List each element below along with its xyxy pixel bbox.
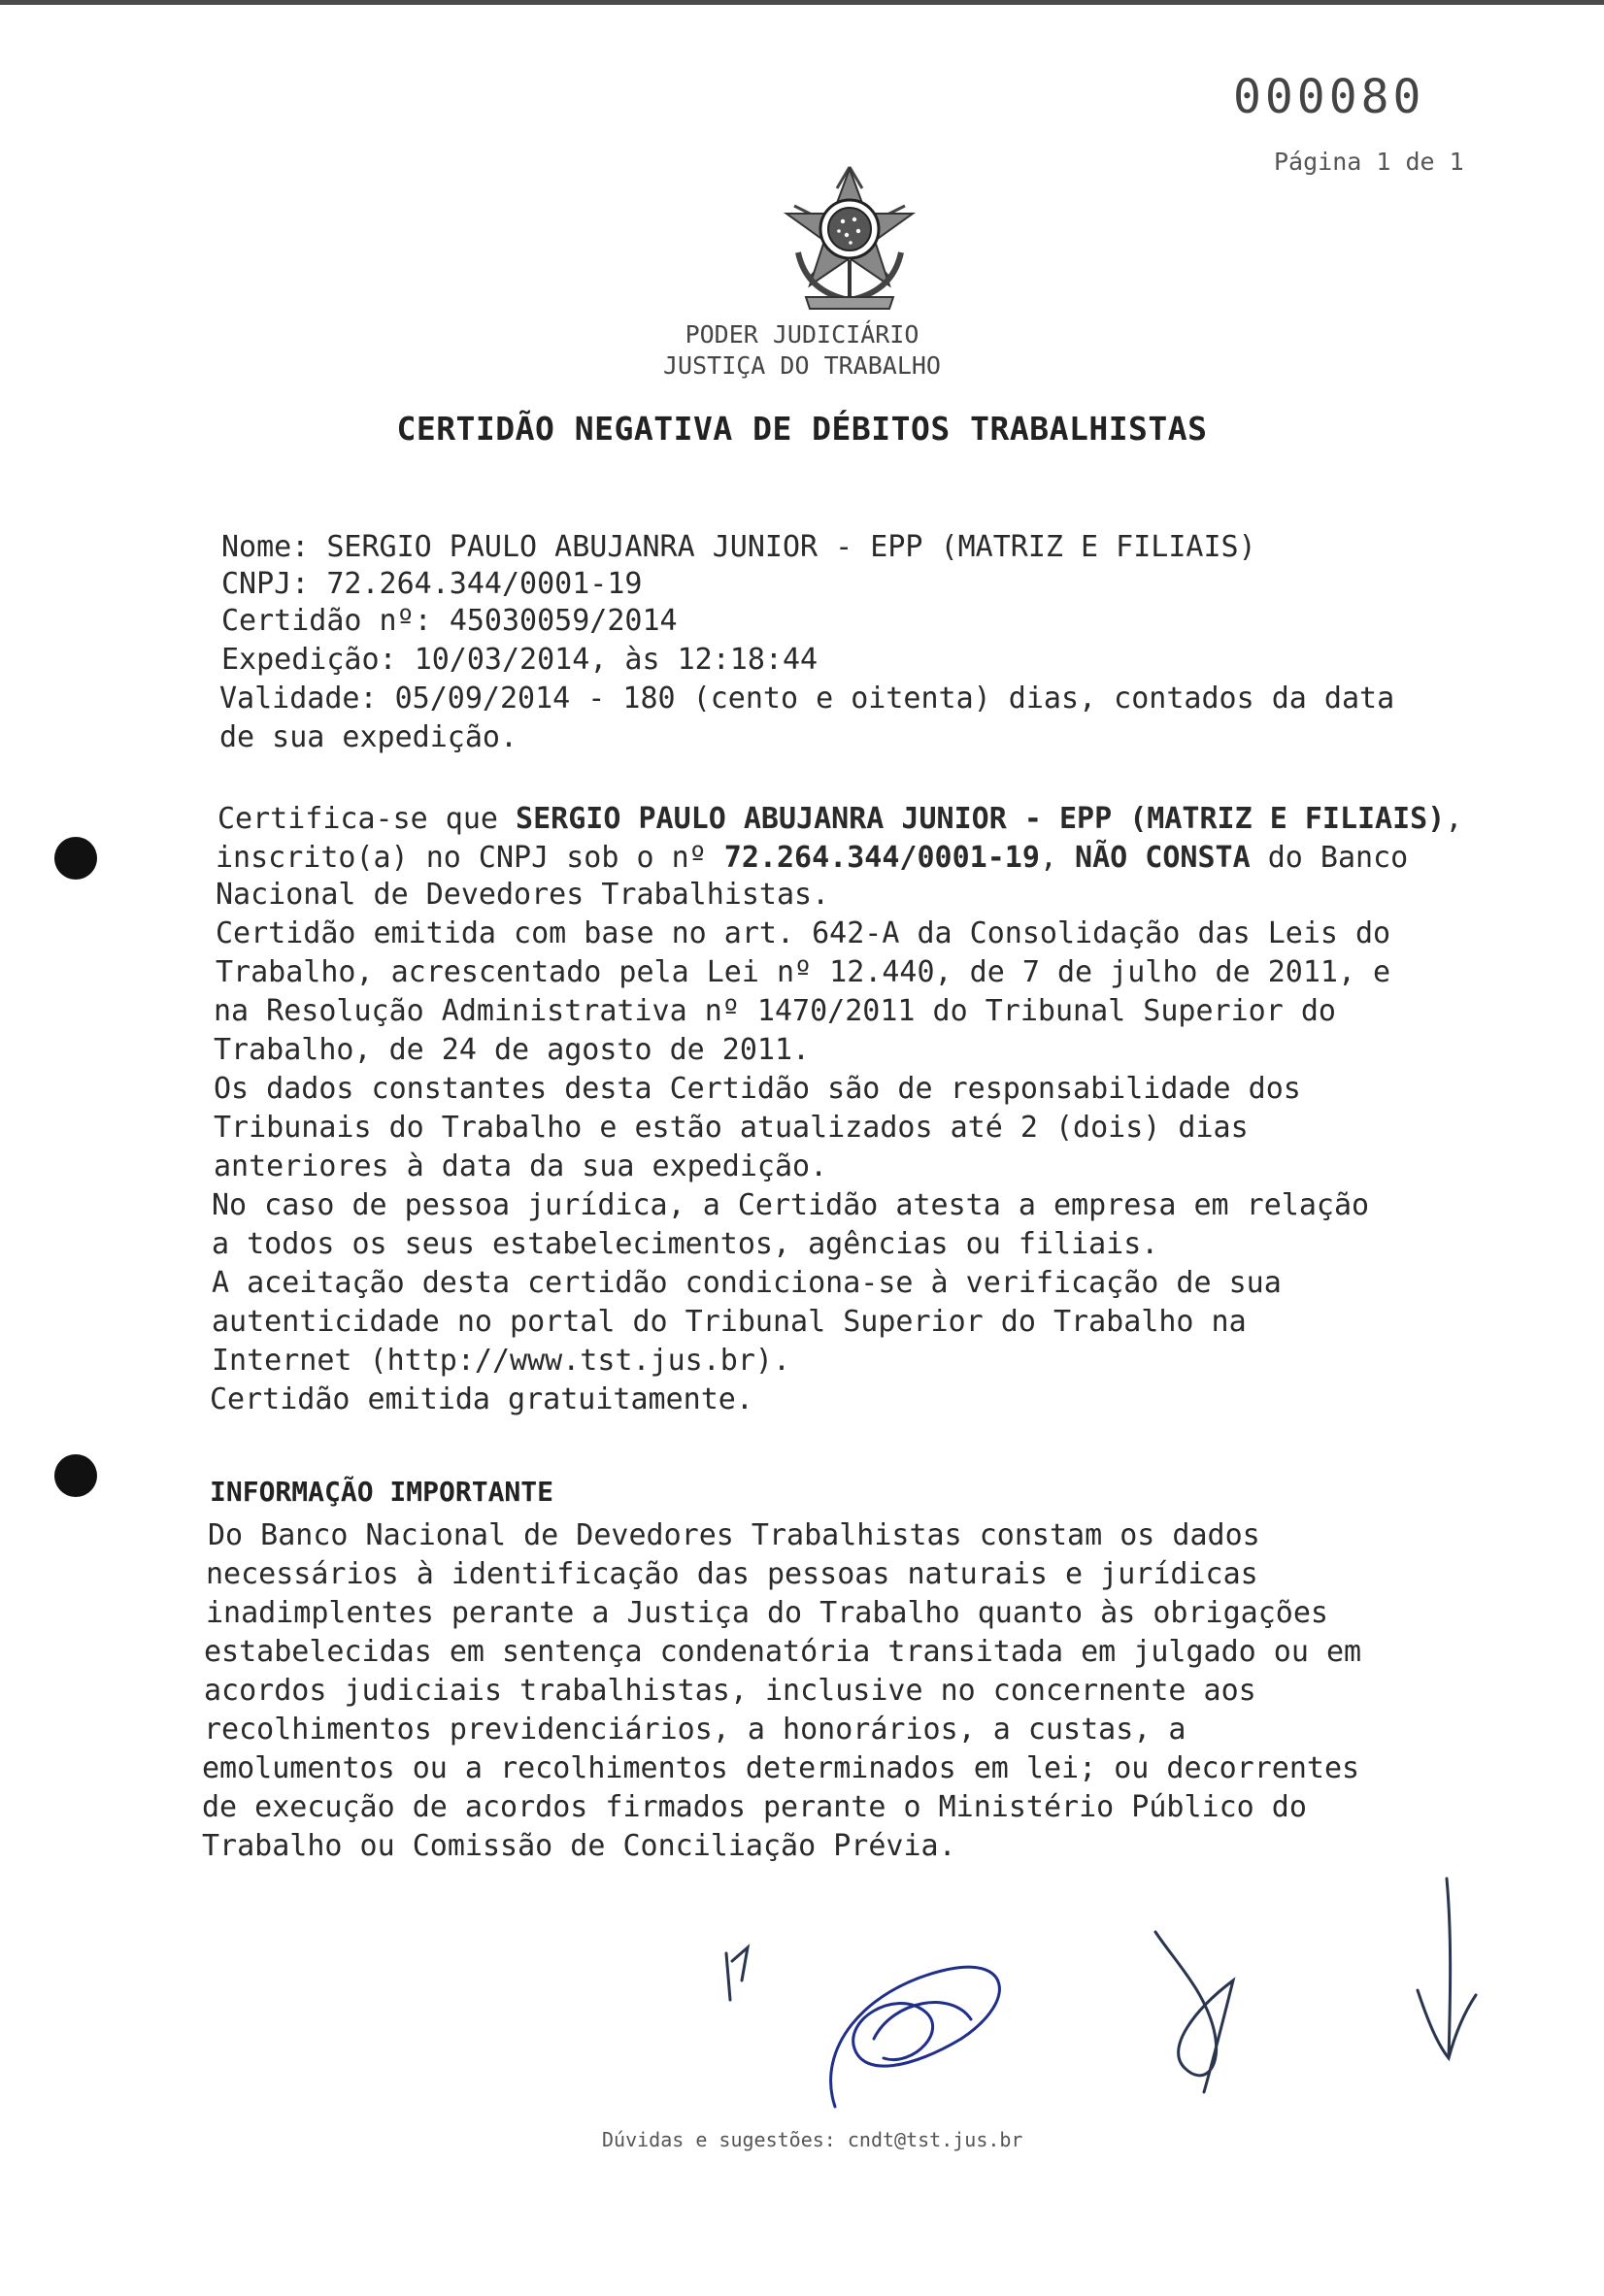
validade-row [219,682,1394,715]
validade-label: Validade: [219,682,378,715]
certidao-number-value: 45030059/2014 [449,604,678,638]
validade-continuation: de sua expedição. [219,720,518,754]
certification-line-7: Trabalho, de 24 de agosto de 2011. [214,1033,811,1067]
certification-line-1 [217,802,1462,836]
important-info-title: INFORMAÇÃO IMPORTANTE [210,1476,554,1508]
cnpj-value: 72.264.344/0001-19 [326,567,643,601]
page-indicator: Página 1 de 1 [1274,148,1464,176]
handwritten-initial-right [1408,1874,1486,2068]
punch-hole-lower [54,1454,97,1497]
certification-line-4: Certidão emitida com base no art. 642-A da Consolidação das Leis do [216,916,1391,950]
important-line-2: necessários à identificação das pessoas naturais e jurídicas [206,1557,1258,1591]
signature-scribble [806,1932,1029,2126]
certified-entity-name: SERGIO PAULO ABUJANRA JUNIOR - EPP (MATRIZ E FILIAIS) [516,802,1446,836]
certification-line-10: anteriores à data da sua expedição. [214,1149,828,1183]
important-line-7: emolumentos ou a recolhimentos determinados em lei; ou decorrentes [202,1751,1360,1785]
punch-hole-upper [54,837,97,880]
nome-label: Nome: [221,530,310,564]
important-line-4: estabelecidas em sentença condenatória transitada em julgado ou em [204,1635,1362,1669]
certification-line-6: na Resolução Administrativa nº 1470/2011 do Tribunal Superior do [214,994,1336,1028]
important-line-5: acordos judiciais trabalhistas, inclusive no concernente aos [204,1674,1256,1708]
certification-line-5: Trabalho, acrescentado pela Lei nº 12.440, de 7 de julho de 2011, e [216,955,1391,989]
brasao-republica-icon [777,163,922,316]
certification-line-11: No caso de pessoa jurídica, a Certidão atesta a empresa em relação [212,1188,1370,1222]
important-line-8: de execução de acordos firmados perante o Ministério Público do [202,1790,1307,1824]
certidao-number-label: Certidão nº: [221,604,432,638]
cnpj-comma: , [1039,841,1057,875]
nome-row [221,530,1256,564]
expedicao-label: Expedição: [221,643,397,677]
certidao-number-row [221,604,678,638]
status-suffix: do Banco [1267,841,1409,875]
certified-cnpj: 72.264.344/0001-19 [723,841,1040,875]
footer-contact: Dúvidas e sugestões: cndt@tst.jus.br [602,2128,1023,2151]
important-line-1: Do Banco Nacional de Devedores Trabalhistas constam os dados [208,1518,1260,1552]
certification-line-12: a todos os seus estabelecimentos, agências ou filiais. [212,1227,1159,1261]
handwritten-initial-middle [1146,1922,1253,2097]
document-title: CERTIDÃO NEGATIVA DE DÉBITOS TRABALHISTAS [396,410,1208,448]
certification-line-2 [216,841,1408,875]
certification-line-14: autenticidade no portal do Tribunal Superior do Trabalho na [212,1305,1247,1339]
important-line-3: inadimplentes perante a Justiça do Trabalho quanto às obrigações [206,1596,1328,1630]
handwritten-mark-small [718,1942,757,2010]
certification-line-9: Tribunais do Trabalho e estão atualizados até 2 (dois) dias [214,1111,1249,1145]
document-number-stamp: 000080 [1233,70,1425,124]
cnpj-row [221,567,642,601]
scan-top-edge [0,0,1604,5]
nome-value: SERGIO PAULO ABUJANRA JUNIOR - EPP (MATRIZ E FILIAIS) [326,530,1256,564]
certification-intro: Certifica-se que [217,802,498,836]
authority-line-2: JUSTIÇA DO TRABALHO [663,351,941,380]
expedicao-row [221,643,818,677]
important-line-6: recolhimentos previdenciários, a honorários, a custas, a [204,1713,1186,1747]
certification-line-3: Nacional de Devedores Trabalhistas. [216,878,830,912]
certification-comma: , [1445,802,1463,836]
certification-line-15: Internet (http://www.tst.jus.br). [212,1344,791,1378]
cnpj-label: CNPJ: [221,567,310,601]
certification-line-13: A aceitação desta certidão condiciona-se à verificação de sua [212,1266,1282,1300]
cnpj-intro: inscrito(a) no CNPJ sob o nº [216,841,707,875]
important-line-9: Trabalho ou Comissão de Conciliação Prévia. [202,1829,956,1863]
authority-line-1: PODER JUDICIÁRIO [685,320,919,349]
expedicao-value: 10/03/2014, às 12:18:44 [414,643,819,677]
validade-value: 05/09/2014 - 180 (cento e oitenta) dias, contados da data [394,682,1395,715]
certification-line-8: Os dados constantes desta Certidão são de responsabilidade dos [214,1072,1301,1106]
status-nao-consta: NÃO CONSTA [1075,841,1251,875]
certification-line-16: Certidão emitida gratuitamente. [210,1382,753,1416]
